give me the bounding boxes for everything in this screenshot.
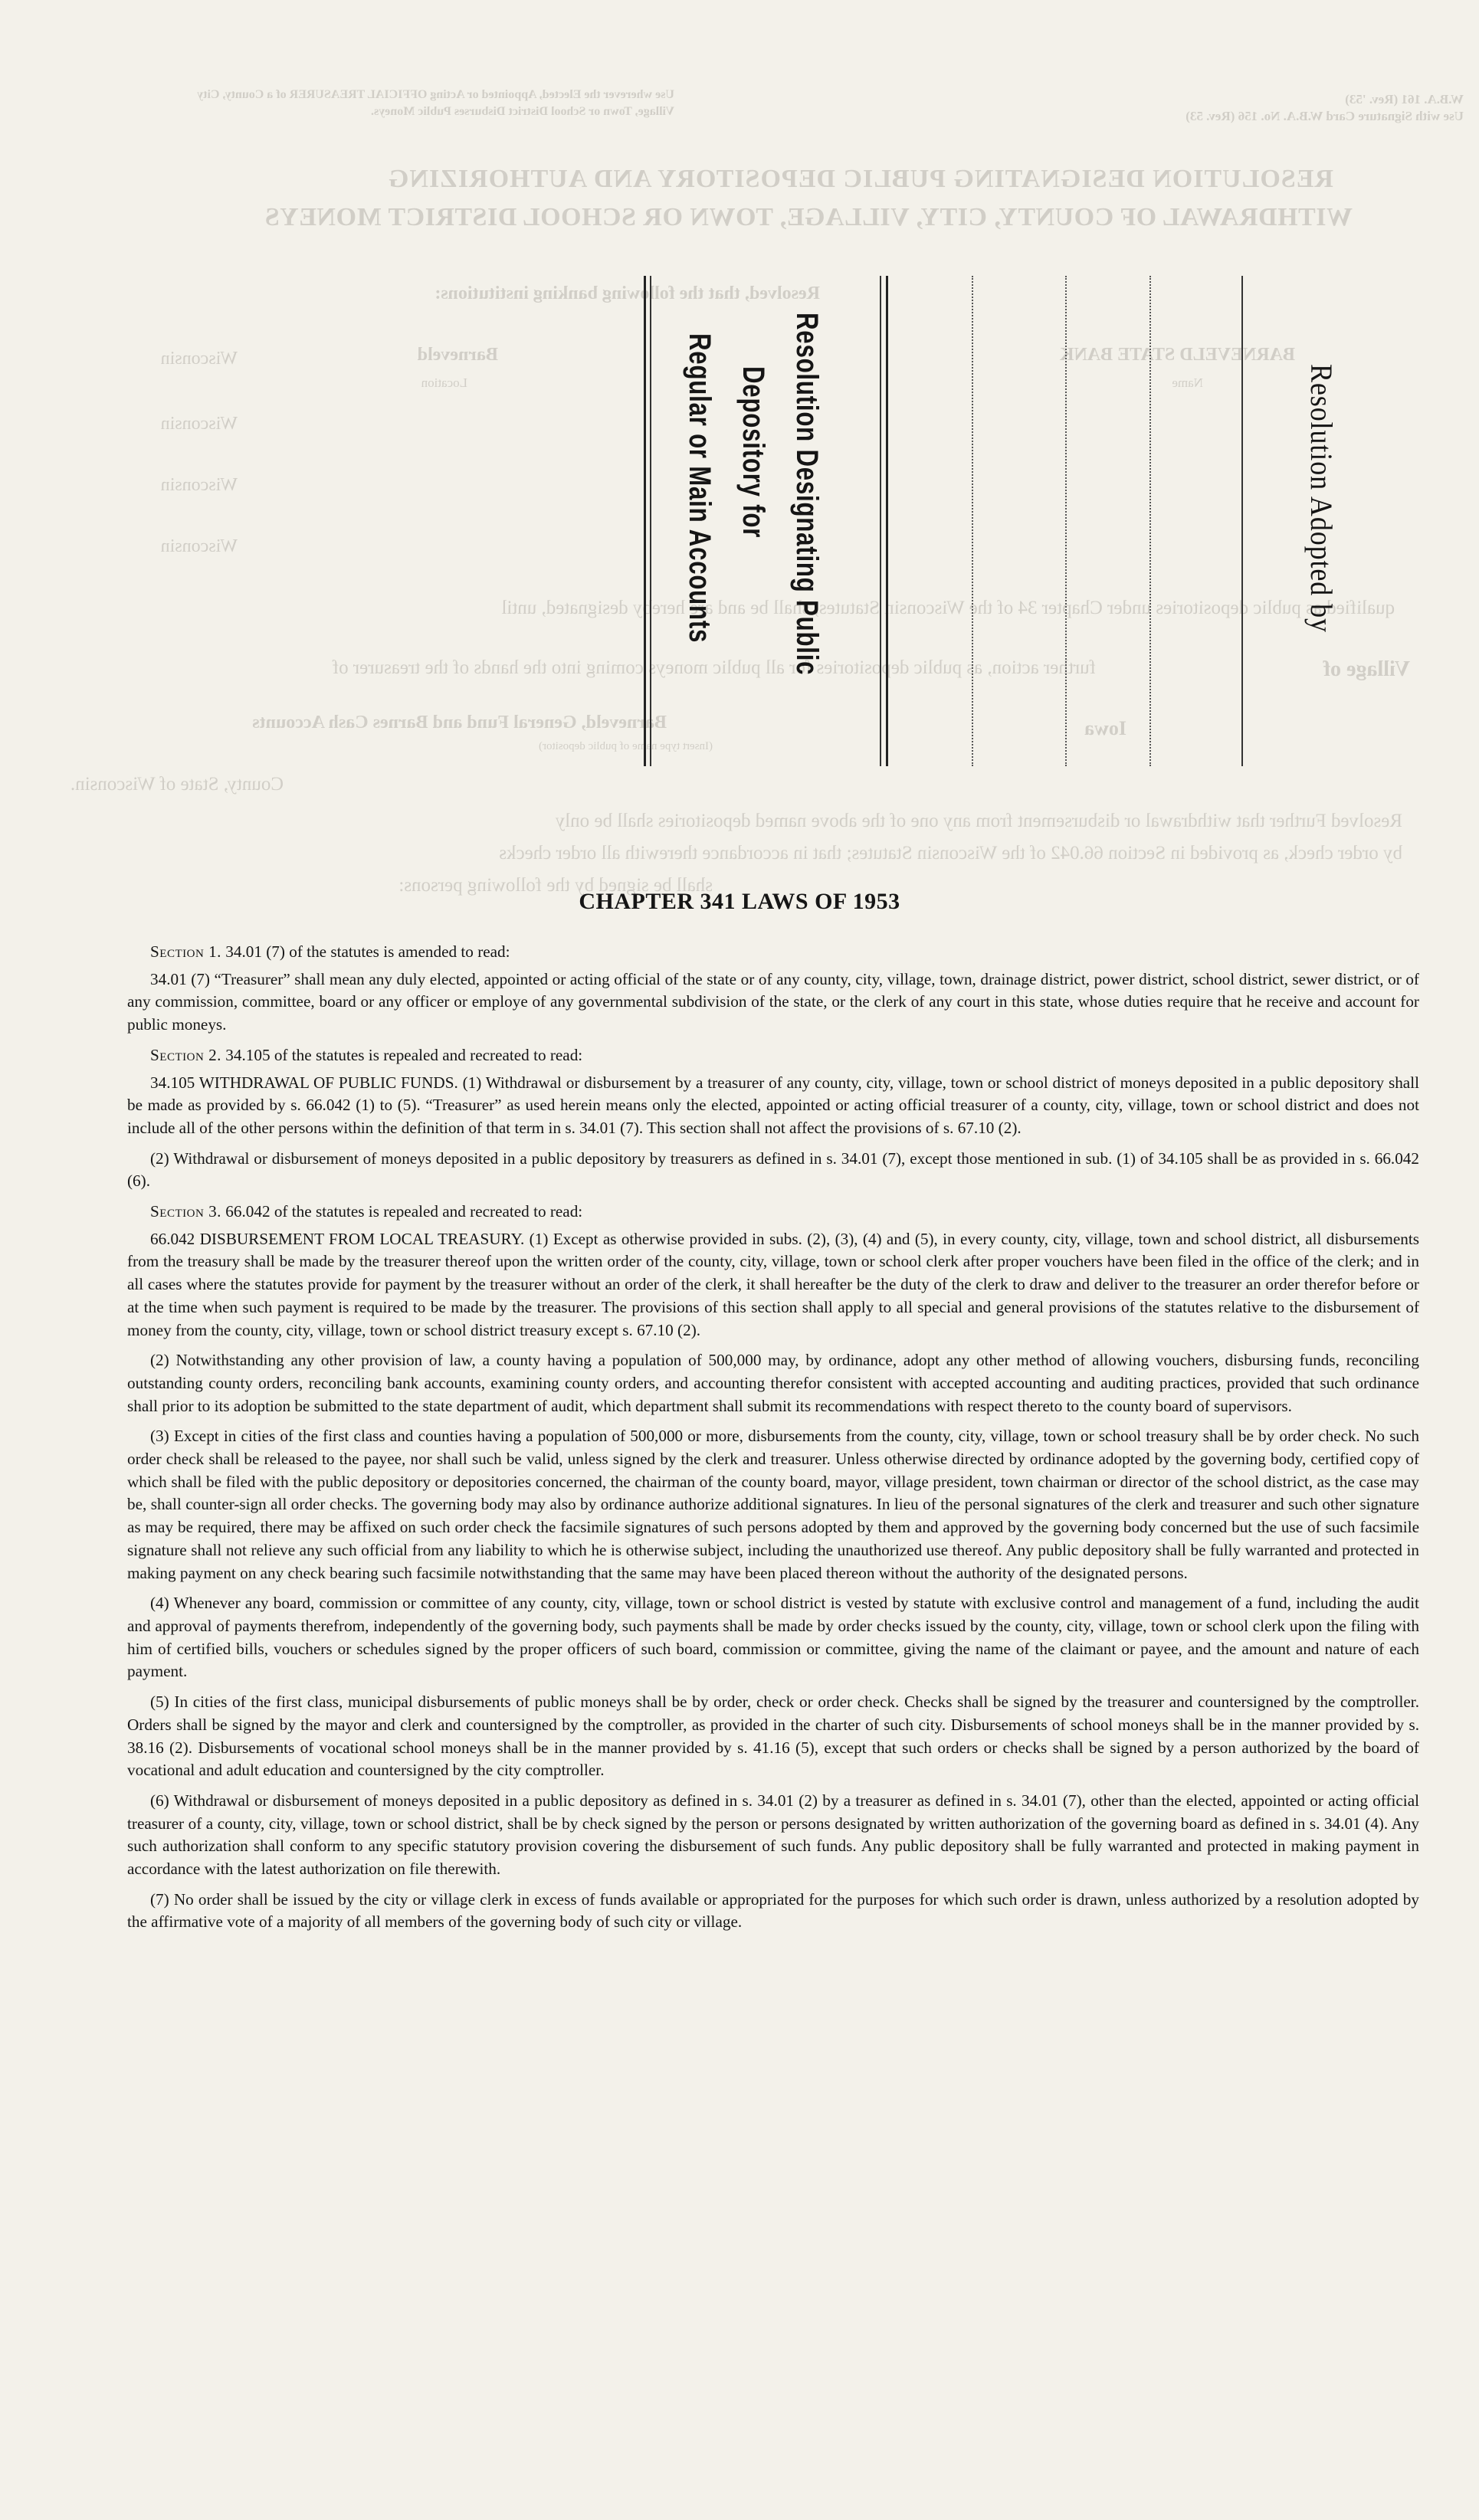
- bleed-further-action: further action, as public depositories for all public moneys coming into the hands of the treasurer of: [332, 657, 1096, 678]
- rule-line: [1241, 276, 1243, 766]
- statute-paragraph: [127, 1425, 1419, 1584]
- chapter-body: [127, 941, 1419, 1934]
- statute-paragraph: [127, 1790, 1419, 1881]
- rule-line: [650, 276, 651, 766]
- statute-paragraph: [127, 1592, 1419, 1683]
- rule-line: [644, 276, 646, 766]
- label-title-line-1: Resolution Designating Public: [790, 313, 824, 676]
- dotted-rule: [972, 276, 973, 766]
- bleed-wisconsin-3: Wisconsin: [160, 475, 238, 495]
- dotted-rule: [1065, 276, 1067, 766]
- section-heading: [127, 1201, 1419, 1224]
- paragraph-text: (7) No order shall be issued by the city or village clerk in excess of funds available or appropriated for the purposes for which such order is drawn, unless authorized by a resolution adopted by the affirmative vote of a majority of all members of the governing body of such city or village.: [127, 1889, 1419, 1932]
- paragraph-text: (5) In cities of the first class, municipal disbursements of public moneys shall be by order, check or order check. Checks shall be signed by the treasurer and countersigned by the comptroller. Orders shall be signed by the mayor and clerk and countersigned by the comptroller, as provided in the charter of such city. Disbursements of school moneys shall be in the manner provided by s. 38.16 (2). Disbursements of vocational school moneys shall be in the manner provided by s. 41.16 (5), except that such orders or checks shall be signed by a person authorized by the board of vocational and adult education and countersigned by the city comptroller.: [127, 1693, 1419, 1780]
- bleed-barneveld-line: Barneveld, General Fund and Barnes Cash Accounts: [252, 713, 667, 732]
- dotted-rule: [1149, 276, 1151, 766]
- label-resolution-adopted: Resolution Adopted by: [1304, 364, 1339, 633]
- bleed-village-of: Village of: [1323, 657, 1410, 681]
- paragraph-text: (2) Withdrawal or disbursement of moneys deposited in a public depository by treasurers as defined in s. 34.01 (7), except those mentioned in sub. (1) of 34.105 shall be as provided in s. 66.042 (6).: [127, 1149, 1419, 1191]
- bleed-form-note-2: Village, Town or School District Disburses Public Moneys.: [370, 105, 674, 118]
- paragraph-text: 34.01 (7) “Treasurer” shall mean any duly elected, appointed or acting official of the state or of any county, city, village, town, drainage district, power district, school district, sewer district, or of any commission, committee, board or any officer or employe of any governmental subdivision of the state, or the clerk of any court in this state, whose duties require that he receive and account for public moneys.: [127, 969, 1419, 1034]
- bleed-form-note: Use wherever the Elected, Appointed or Acting OFFICIAL TREASURER of a County, City: [197, 88, 674, 101]
- statute-paragraph: [127, 1691, 1419, 1782]
- section-number: Section 3.: [150, 1202, 221, 1221]
- section-number: Section 2.: [150, 1045, 221, 1064]
- paragraph-text: 34.01 (7) of the statutes is amended to read:: [221, 942, 510, 961]
- label-title-line-3: Regular or Main Accounts: [683, 333, 717, 644]
- bleed-wisconsin-1: Wisconsin: [160, 349, 238, 369]
- bleed-location-label: Location: [421, 375, 467, 390]
- bleed-qualified: qualified as public depositories under Chapter 34 of the Wisconsin Statutes, shall be and are hereby designated, until: [501, 598, 1395, 618]
- bleed-name-label: Name: [1172, 375, 1203, 390]
- rule-line: [880, 276, 881, 766]
- bleed-title-2: WITHDRAWAL OF COUNTY, CITY, VILLAGE, TOWN OR SCHOOL DISTRICT MONEYS: [264, 203, 1353, 231]
- bleed-bank-name: BARNEVELD STATE BANK: [1059, 345, 1295, 365]
- rule-line: [886, 276, 888, 766]
- bleed-wisconsin-2: Wisconsin: [160, 414, 238, 434]
- vertical-folder-label: [628, 276, 1349, 782]
- paragraph-text: 34.105 WITHDRAWAL OF PUBLIC FUNDS. (1) Withdrawal or disbursement by a treasurer of any county, city, village, town or school district of moneys deposited in a public depository shall be made as provided by s. 66.042 (1) to (5). “Treasurer” as used herein means only the elected, appointed or acting official treasurer of a county, city, village, town or school district and does not include all of the other persons within the definition of that term in s. 34.01 (7). This section shall not affect the provisions of s. 67.10 (2).: [127, 1073, 1419, 1137]
- label-title-line-2: Depository for: [736, 366, 770, 539]
- bleed-form-id: W.B.A. 161 (Rev. '53): [1345, 92, 1464, 107]
- statute-paragraph: [127, 1349, 1419, 1417]
- section-heading: [127, 941, 1419, 964]
- bleed-form-id-2: Use with Signature Card W.B.A. No. 156 (Rev. 53): [1185, 109, 1464, 123]
- statute-paragraph: [127, 968, 1419, 1037]
- bleed-county-name: Iowa: [1084, 717, 1126, 739]
- statute-paragraph: [127, 1072, 1419, 1140]
- bleed-county-state: County, State of Wisconsin.: [70, 774, 284, 795]
- bleed-resolved-further-3: shall be signed by the following persons:: [398, 875, 713, 896]
- bleed-resolved: Resolved, that the following banking institutions:: [435, 283, 820, 303]
- bleed-resolved-further-1: Resolved Further that withdrawal or disbursement from any one of the above named depositories shall be only: [555, 811, 1402, 831]
- paragraph-text: (3) Except in cities of the first class and counties having a population of 500,000 or more, disbursements from the county, city, village, town or school treasury shall be by order check. No such order check shall be released to the payee, nor shall such be valid, unless signed by the clerk and treasurer. Unless otherwise directed by ordinance adopted by the governing body, certified copy of which shall be filed with the public depository or depositories concerned, the chairman of the county board, mayor, village president, town chairman or director of the school district, as the case may be, shall counter-sign all order checks. The governing body may also by ordinance authorize additional signatures. In lieu of the personal signatures of the clerk and treasurer and such other signature as may be required, there may be affixed on such order check the facsimile signatures of such persons adopted by them and approved by the governing body concerned but the use of such facsimile signature shall not relieve any such official from any liability to which he is otherwise subject, including the unauthorized use thereof. Any public depository shall be fully warranted and protected in making payment on any check bearing such facsimile notwithstanding that the same may have been placed thereon without the authority of the designated persons.: [127, 1427, 1419, 1582]
- paragraph-text: (2) Notwithstanding any other provision of law, a county having a population of 500,000 may, by ordinance, adopt any other method of allowing vouchers, disbursing funds, reconciling outstanding county orders, reconciling bank accounts, examining county orders, and accounting therefor consistent with accepted accounting and auditing practices, provided that such ordinance shall prior to its adoption be submitted to the state department of audit, which department shall submit its recommendations with respect thereto to the county board of supervisors.: [127, 1351, 1419, 1415]
- statute-paragraph: [127, 1148, 1419, 1193]
- paragraph-text: 34.105 of the statutes is repealed and recreated to read:: [221, 1045, 583, 1064]
- bleed-wisconsin-4: Wisconsin: [160, 536, 238, 556]
- paragraph-text: (4) Whenever any board, commission or committee of any county, city, village, town or school district is vested by statute with exclusive control and management of a fund, including the audit and approval of payments therefrom, independently of the governing body, such payments shall be made by order checks issued by the county, city, village, town or school clerk upon the filing with him of certified bills, vouchers or schedules signed by the proper officers of such board, commission or committee, giving the name of the claimant or payee, and the amount and nature of each payment.: [127, 1594, 1419, 1681]
- section-number: Section 1.: [150, 942, 221, 961]
- section-heading: [127, 1044, 1419, 1067]
- paragraph-text: 66.042 of the statutes is repealed and recreated to read:: [221, 1202, 583, 1221]
- bleed-insert-type: (Insert type name of public depositor): [538, 740, 713, 752]
- statute-paragraph: [127, 1889, 1419, 1934]
- bleed-resolved-further-2: by order check, as provided in Section 66.042 of the Wisconsin Statutes; that in accordance therewith all order checks: [499, 843, 1402, 863]
- paragraph-text: 66.042 DISBURSEMENT FROM LOCAL TREASURY. (1) Except as otherwise provided in subs. (2), (3), (4) and (5), in every county, city, village, town and school district, all disbursements from the treasury shall be made by the treasurer thereof upon the written order of the county, city, village, town or school clerk after proper vouchers have been filed in the office of the clerk; and in all cases where the statutes provide for payment by the treasurer without an order of the clerk, it shall hereafter be the duty of the clerk to draw and deliver to the treasurer an order therefor before or at the time when such payment is required to be made by the treasurer. The provisions of this section shall apply to all special and general provisions of the statutes relative to the disbursement of money from the county, city, village, town or school district treasury except s. 67.10 (2).: [127, 1229, 1419, 1339]
- paragraph-text: (6) Withdrawal or disbursement of moneys deposited in a public depository as defined in s. 34.01 (2) by a treasurer as defined in s. 34.01 (7), other than the elected, appointed or acting official treasurer of a county, city, village, town or school district, shall be by check signed by the person or persons designated by written authorization of the governing board as defined in s. 34.01 (4). Any such authorization shall conform to any specific statutory provision covering the disbursement of such funds. Any public depository shall be fully warranted and protected in making payment in accordance with the latest authorization on file therewith.: [127, 1791, 1419, 1879]
- statute-paragraph: [127, 1228, 1419, 1342]
- chapter-title: CHAPTER 341 LAWS OF 1953: [579, 889, 900, 914]
- bleed-title-1: RESOLUTION DESIGNATING PUBLIC DEPOSITORY AND AUTHORIZING: [387, 165, 1333, 193]
- bleed-bank-location: Barneveld: [417, 345, 498, 365]
